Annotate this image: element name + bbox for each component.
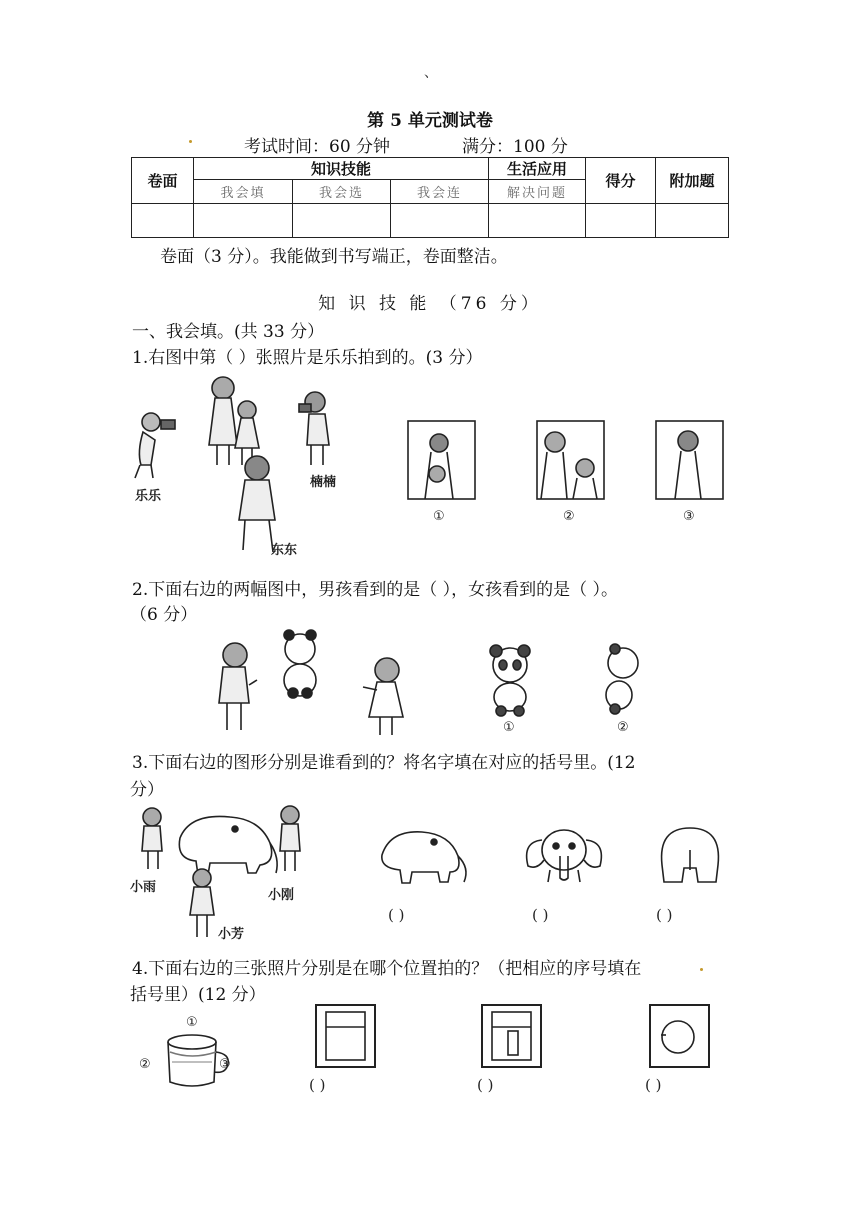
photo-label-1: ① <box>433 509 445 524</box>
name-dongdong: 东东 <box>271 543 298 558</box>
q4-cup <box>136 1012 246 1090</box>
q3-text-2: 分） <box>130 780 164 800</box>
panda-side <box>606 644 638 714</box>
panda-figure <box>284 630 316 698</box>
name-xiaofang: 小芳 <box>218 927 245 942</box>
panda-front <box>490 645 530 716</box>
col-defen: 得分 <box>586 158 656 204</box>
q3-blank-3[interactable]: ( ) <box>656 906 673 924</box>
score-cell[interactable] <box>489 204 586 238</box>
col-zhishi: 知识技能 <box>194 158 489 180</box>
q3-views <box>372 820 732 890</box>
q3-scene <box>130 803 310 943</box>
score-cell[interactable] <box>656 204 729 238</box>
neatness-note: 卷面（3 分）。我能做到书写端正，卷面整洁。 <box>160 247 508 267</box>
score-cell[interactable] <box>132 204 194 238</box>
name-xiaoyu: 小雨 <box>130 880 157 895</box>
q1-scene <box>125 370 355 565</box>
col-fujia: 附加题 <box>656 158 729 204</box>
photo-label-2: ② <box>563 509 575 524</box>
cup-label-3: ③ <box>219 1057 231 1072</box>
sub-solve: 解决问题 <box>489 180 586 204</box>
part1-title: 一、我会填。(共 33 分） <box>132 322 325 342</box>
q4-blank-3[interactable]: ( ) <box>645 1076 662 1094</box>
sub-connect: 我会连 <box>391 180 489 204</box>
q4-photo-2 <box>482 1005 541 1067</box>
q2-text-1: 2.下面右边的两幅图中，男孩看到的是（ ），女孩看到的是（ ）。 <box>132 580 619 600</box>
q3-blank-1[interactable]: ( ) <box>388 906 405 924</box>
q4-blank-2[interactable]: ( ) <box>477 1076 494 1094</box>
section-heading: 知 识 技 能 （76 分） <box>318 294 542 314</box>
dongdong-figure <box>239 456 275 552</box>
q4-photo-3 <box>650 1005 709 1067</box>
name-xiaogang: 小刚 <box>268 888 295 903</box>
lele-figure <box>135 413 175 478</box>
score-cell[interactable] <box>586 204 656 238</box>
photo-1 <box>408 421 475 499</box>
q4-photos <box>316 1005 716 1075</box>
name-nannan: 楠楠 <box>310 475 337 490</box>
q2-label-2: ② <box>617 720 629 735</box>
q1-photos <box>405 418 730 528</box>
page-title: 第 5 单元测试卷 <box>367 111 493 131</box>
full-score: 满分：100 分 <box>462 137 568 157</box>
photo-label-3: ③ <box>683 509 695 524</box>
score-table <box>131 157 729 238</box>
score-cell[interactable] <box>194 204 293 238</box>
stray-dot-2 <box>700 968 703 971</box>
nannan-figure <box>299 392 329 465</box>
q2-label-1: ① <box>503 720 515 735</box>
header-mark: 、 <box>424 65 438 81</box>
score-cell[interactable] <box>391 204 489 238</box>
q4-text-2: 括号里）(12 分） <box>130 985 266 1005</box>
name-lele: 乐乐 <box>135 489 162 504</box>
girls-figure <box>209 377 259 465</box>
q3-text-1: 3.下面右边的图形分别是谁看到的？将名字填在对应的括号里。(12 <box>132 753 636 773</box>
exam-time: 考试时间：60 分钟 <box>244 137 391 157</box>
score-cell[interactable] <box>293 204 391 238</box>
cup-label-1: ① <box>186 1015 198 1030</box>
q1-text: 1.右图中第（ ）张照片是乐乐拍到的。(3 分） <box>132 348 483 368</box>
q3-blank-2[interactable]: ( ) <box>532 906 549 924</box>
q4-text-1: 4.下面右边的三张照片分别是在哪个位置拍的？（把相应的序号填在 <box>132 959 642 979</box>
col-juanmian: 卷面 <box>132 158 194 204</box>
col-shenghuo: 生活应用 <box>489 158 586 180</box>
q4-blank-1[interactable]: ( ) <box>309 1076 326 1094</box>
sub-fill: 我会填 <box>194 180 293 204</box>
cup-label-2: ② <box>139 1057 151 1072</box>
stray-dot <box>189 140 192 143</box>
sub-choose: 我会选 <box>293 180 391 204</box>
q2-scene <box>205 625 645 740</box>
q4-photo-1 <box>316 1005 375 1067</box>
photo-2 <box>537 421 604 499</box>
q2-text-2: （6 分） <box>130 605 198 625</box>
